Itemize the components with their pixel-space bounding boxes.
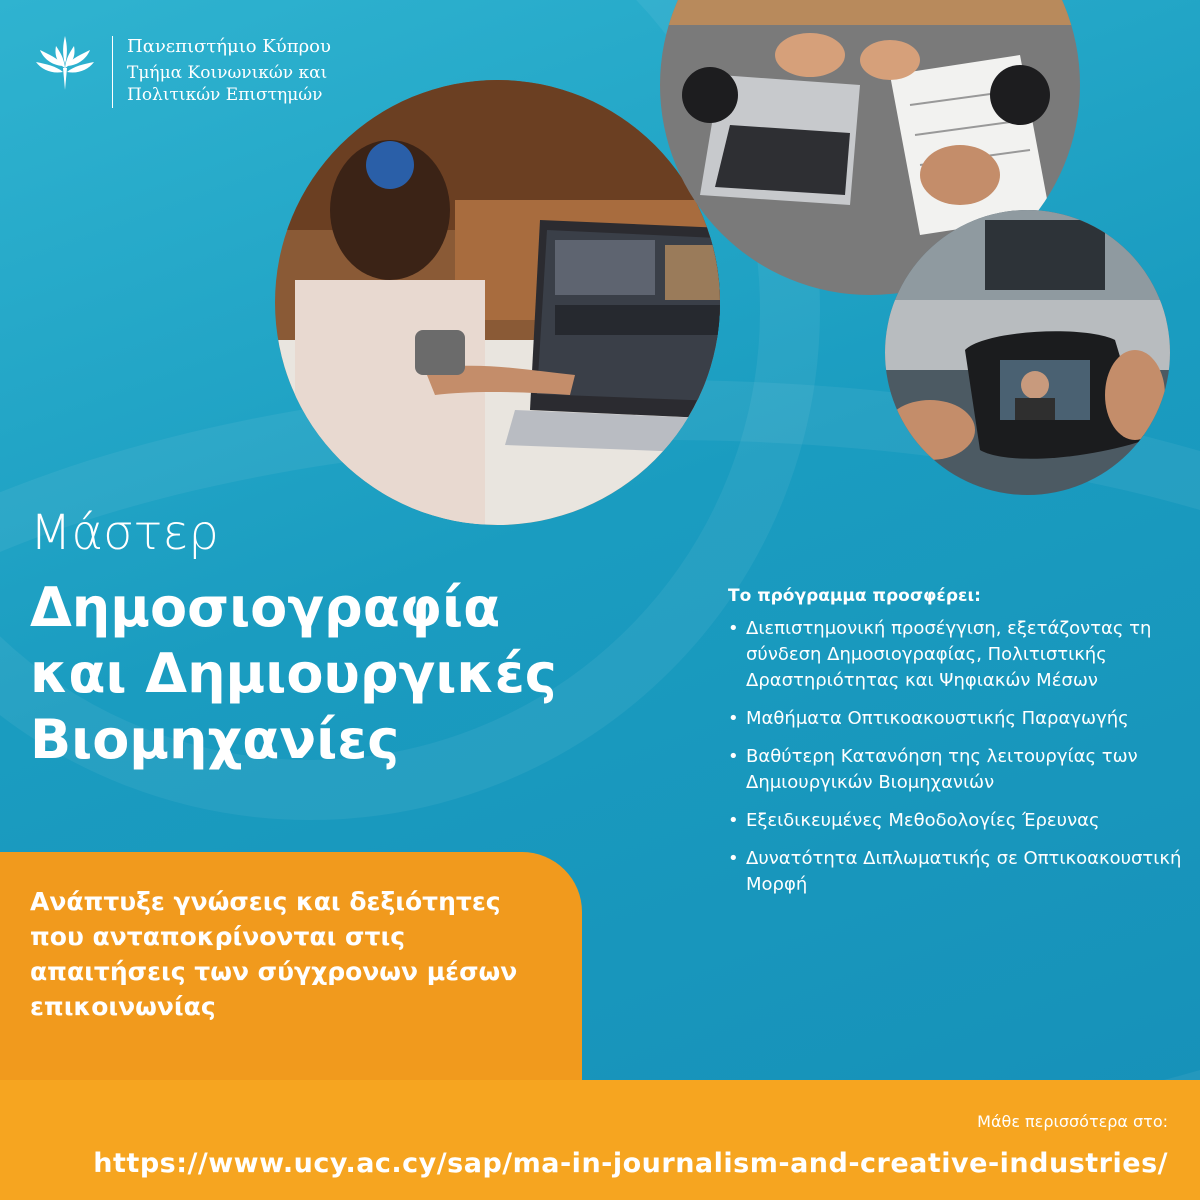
offer-item: • Δυνατότητα Διπλωματικής σε Οπτικοακουστική Μορφή (728, 846, 1188, 898)
logo-divider (112, 36, 113, 108)
promo-text: Ανάπτυξε γνώσεις και δεξιότητες που ανταποκρίνονται στις απαιτήσεις των σύγχρονων μέσων επικοινωνίας (30, 887, 518, 1021)
department-line-2: Πολιτικών Επιστημών (127, 85, 323, 105)
offers-list (728, 616, 1188, 898)
video-editing-photo-icon (275, 80, 720, 525)
program-title-line-2: και Δημιουργικές (30, 642, 557, 705)
university-tree-logo-icon (30, 28, 100, 98)
program-title-line-1: Δημοσιογραφία (30, 576, 501, 639)
program-url-link[interactable]: https://www.ucy.ac.cy/sap/ma-in-journalism-and-creative-industries/ (93, 1148, 1168, 1179)
camera-photo-icon (885, 210, 1170, 495)
promo-panel (0, 852, 582, 1092)
offer-item: • Διεπιστημονική προσέγγιση, εξετάζοντας τη σύνδεση Δημοσιογραφίας, Πολιτιστικής Δραστηριότητας και Ψηφιακών Μέσων (728, 616, 1188, 694)
program-title (30, 575, 730, 773)
master-label: Μάστερ (30, 505, 219, 561)
camera-photo (885, 210, 1170, 495)
offer-item: • Βαθύτερη Κατανόηση της λειτουργίας των Δημιουργικών Βιομηχανιών (728, 744, 1188, 796)
program-title-line-3: Βιομηχανίες (30, 708, 400, 771)
university-name: Πανεπιστήμιο Κύπρου (127, 36, 331, 57)
footer-bar (0, 1080, 1200, 1200)
offer-item: • Μαθήματα Οπτικοακουστικής Παραγωγής (728, 706, 1188, 732)
university-logo[interactable] (30, 28, 331, 108)
offer-item: • Εξειδικευμένες Μεθοδολογίες Έρευνας (728, 808, 1188, 834)
video-editing-photo (275, 80, 720, 525)
learn-more-label: Μάθε περισσότερα στο: (977, 1112, 1168, 1131)
department-line-1: Τμήμα Κοινωνικών και (127, 63, 328, 83)
program-offers (728, 586, 1188, 910)
offers-heading: Το πρόγραμμα προσφέρει: (728, 586, 981, 606)
